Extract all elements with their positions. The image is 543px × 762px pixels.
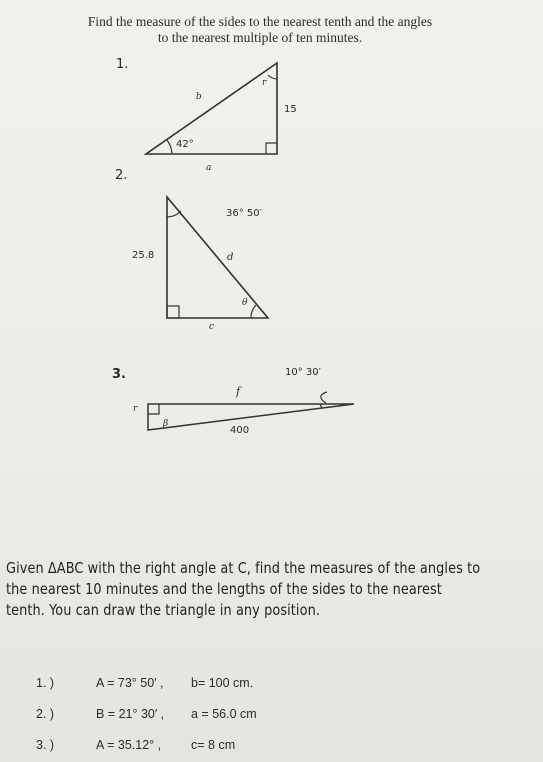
item-number: 1. ) [36,676,55,690]
triangle-2-label-c: c [209,322,215,332]
triangle-3-label-f: f [236,385,241,398]
item-number: 3. ) [36,738,55,752]
triangle-3-label-beta: β [163,419,169,429]
triangle-1-label-top-angle: r [262,78,267,88]
given-item-3 [36,738,235,752]
triangle-3-label-400: 400 [230,425,250,436]
triangle-2-label-theta: θ [242,298,248,308]
triangle-3-label-angle: 10° 30′ [285,367,321,378]
triangle-1-label-b: b [196,92,202,102]
triangle-1-label-a: a [206,163,212,173]
triangle-1-label-angle: 42° [176,139,194,150]
item-given-angle: A = 73° 50′ , [96,676,164,690]
problem-2-number: 2. [115,168,128,183]
item-given-angle: A = 35.12° , [96,738,162,752]
triangle-3-label-vertex: r [133,404,138,414]
item-given-side: c= 8 cm [191,738,236,752]
item-given-side: b= 100 cm. [191,676,254,690]
instructions-line-2: to the nearest multiple of ten minutes. [157,30,363,45]
given-item-1 [36,676,253,690]
triangle-2-label-d: d [227,252,234,263]
item-given-side: a = 56.0 cm [191,707,257,721]
problem-1-number: 1. [116,57,129,72]
triangle-3 [148,392,354,430]
triangle-1 [146,63,277,154]
triangle-2-label-angle: 36° 50′ [226,208,262,219]
item-number: 2. ) [36,707,55,721]
problem-3-number: 3. [112,367,126,382]
instructions-line-1: Find the measure of the sides to the nearest tenth and the angles [87,14,433,29]
given-item-2 [36,707,257,721]
triangle-1-label-15: 15 [284,104,297,115]
instruction-paragraph: Given ΔABC with the right angle at C, find the measures of the angles to the nearest 10 minutes and the lengths of the sides to the nearest tenth. You can draw the triangle in any position. [6,559,481,619]
triangle-2-label-25-8: 25.8 [132,250,155,261]
item-given-angle: B = 21° 30′ , [96,707,165,721]
